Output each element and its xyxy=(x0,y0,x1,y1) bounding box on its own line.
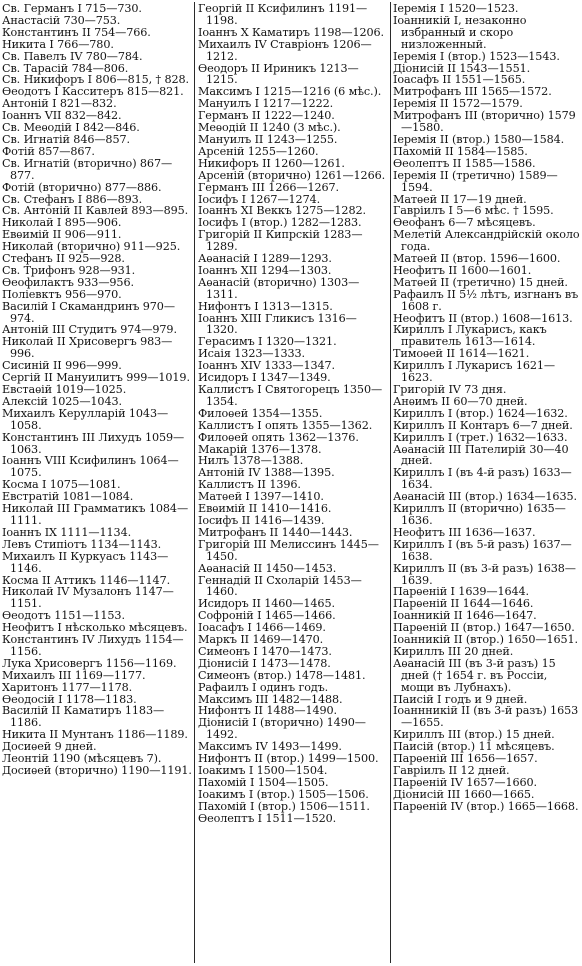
list-item: Іеремія I 1520—1523. xyxy=(393,3,519,15)
list-item: Неофитъ II (втор.) 1608—1613. xyxy=(393,311,573,325)
list-item: Рафаилъ II 5½ лѣтъ, изгнанъ въ 1608 г. xyxy=(393,287,579,313)
list-item: Іеремія I (втор.) 1523—1543. xyxy=(393,49,560,63)
list-item: Св. Германъ I 715—730. xyxy=(2,3,142,15)
list-item: Іосифъ II 1416—1439. xyxy=(198,513,325,527)
list-item: Никифоръ II 1260—1261. xyxy=(198,156,345,170)
list-item: Діонисій I (вторично) 1490—1492. xyxy=(198,716,366,742)
list-item: Св. Трифонъ 928—931. xyxy=(2,263,136,277)
list-item: Діонисій III 1660—1665. xyxy=(393,787,535,801)
list-item: Михаилъ IV Ставріонъ 1206—1212. xyxy=(198,37,372,63)
list-item: Досиѳей 9 дней. xyxy=(2,740,97,754)
list-item: Нилъ 1378—1388. xyxy=(198,454,304,468)
list-item: Никита I 766—780. xyxy=(2,37,114,51)
list-item: Николай III Грамматикъ 1084—1111. xyxy=(2,502,189,527)
list-item: Неофитъ I нѣсколько мѣсяцевъ. xyxy=(2,621,188,635)
list-item: Парѳеній II (втор.) 1647—1650. xyxy=(393,621,575,635)
list-item: Аѳанасій II 1450—1453. xyxy=(198,561,337,575)
list-item: Константинъ III Лихудъ 1059—1063. xyxy=(2,430,185,456)
column-3 xyxy=(393,3,580,963)
list-item: Кириллъ I (трет.) 1632—1633. xyxy=(393,430,568,444)
list-item: Тимоѳей II 1614—1621. xyxy=(393,347,530,361)
list-item: Гавріилъ I 5—6 мѣс. † 1595. xyxy=(393,204,554,218)
list-item: Василій II Каматиръ 1183—1186. xyxy=(2,704,165,730)
list-item: Исаія 1323—1333. xyxy=(198,347,305,361)
list-item: Іоаннъ IX 1111—1134. xyxy=(2,525,132,539)
list-item: Филоѳей опять 1362—1376. xyxy=(198,430,359,444)
list-item: Сисиній II 996—999. xyxy=(2,359,122,373)
list-item: Іосифъ I (втор.) 1282—1283. xyxy=(198,216,362,230)
list-item: Николай I 895—906. xyxy=(2,216,122,230)
list-item: Іоанникій I, незаконно избранный и скоро низложенный. xyxy=(393,13,527,51)
column-divider xyxy=(194,2,195,963)
list-item: Іеремія II (втор.) 1580—1584. xyxy=(393,132,565,146)
list-item: Іеремія II (третично) 1589—1594. xyxy=(393,168,558,194)
list-item: Іеремія II 1572—1579. xyxy=(393,97,523,111)
list-item: Исидоръ II 1460—1465. xyxy=(198,597,335,611)
list-item: Кириллъ I (втор.) 1624—1632. xyxy=(393,406,568,420)
list-item: Василій I Скамандринъ 970—974. xyxy=(2,299,175,325)
list-item: Кириллъ II Контаръ 6—7 дней. xyxy=(393,418,573,432)
list-item: Рафаилъ I одинъ годъ. xyxy=(198,680,329,694)
list-item: Фотій (вторично) 877—886. xyxy=(2,180,162,194)
list-item: Ѳеолептъ II 1585—1586. xyxy=(393,156,536,170)
list-item: Левъ Стипіотъ 1134—1143. xyxy=(2,537,162,551)
list-item: Симеонъ (втор.) 1478—1481. xyxy=(198,668,366,682)
list-item: Пахомій I (втор.) 1506—1511. xyxy=(198,799,370,813)
list-item: Кириллъ I (въ 5-й разъ) 1637—1638. xyxy=(393,537,572,563)
list-item: Іоаннъ VII 832—842. xyxy=(2,109,122,123)
list-item: Матѳей II 17—19 дней. xyxy=(393,192,527,206)
list-item: Іоасафъ II 1551—1565. xyxy=(393,73,526,87)
list-item: Св. Стефанъ I 886—893. xyxy=(2,192,143,206)
list-item: Кириллъ I Лукарисъ, какъ правитель 1613—1614. xyxy=(393,323,547,349)
list-item: Іоаннникій II (въ 3-й разъ) 1653—1655. xyxy=(393,704,579,730)
list-item: Геннадій II Схоларій 1453—1460. xyxy=(198,573,362,599)
list-item: Михаилъ Керулларій 1043—1058. xyxy=(2,406,169,432)
list-item: Максимъ III 1482—1488. xyxy=(198,692,343,706)
list-item: Нифонтъ II 1488—1490. xyxy=(198,704,338,718)
list-item: Каллистъ II 1396. xyxy=(198,478,301,492)
list-item: Матѳей II (третично) 15 дней. xyxy=(393,275,568,289)
list-item: Григорій IV 73 дня. xyxy=(393,383,507,396)
list-item: Мануилъ II 1243—1255. xyxy=(198,132,338,146)
list-item: Нифонтъ I 1313—1315. xyxy=(198,299,333,313)
list-item: Фотій 857—867. xyxy=(2,144,95,158)
list-item: Евѳимій II 1410—1416. xyxy=(198,502,332,516)
list-item: Іоаннъ XIV 1333—1347. xyxy=(198,359,336,373)
list-item: Григорій III Мелиссинъ 1445—1450. xyxy=(198,537,379,563)
list-item: Парѳеній I 1639—1644. xyxy=(393,585,529,599)
list-item: Іоакимъ I (втор.) 1505—1506. xyxy=(198,787,369,801)
list-item: Максимъ I 1215—1216 (6 мѣс.). xyxy=(198,85,382,99)
list-item: Григорій II Кипрскій 1283—1289. xyxy=(198,228,363,254)
list-item: Максимъ IV 1493—1499. xyxy=(198,740,342,754)
list-item: Митрофанъ II 1440—1443. xyxy=(198,525,353,539)
list-item: Маркъ II 1469—1470. xyxy=(198,633,324,647)
list-item: Евѳимій II 906—911. xyxy=(2,228,122,242)
list-item: Константинъ IV Лихудъ 1154—1156. xyxy=(2,633,184,658)
list-item: Михаилъ II Куркуасъ 1143—1146. xyxy=(2,549,169,575)
list-item: Лука Хрисовергъ 1156—1169. xyxy=(2,656,177,670)
list-item: Іоанникій II 1646—1647. xyxy=(393,609,537,623)
list-item: Николай II Хрисовергъ 983—996. xyxy=(2,335,173,361)
list-item: Св. Никифоръ I 806—815, † 828. xyxy=(2,73,190,87)
list-item: Парѳеній IV (втор.) 1665—1668. xyxy=(393,799,579,813)
list-item: Николай IV Музалонъ 1147—1151. xyxy=(2,585,174,611)
list-item: Меѳодій II 1240 (3 мѣс.). xyxy=(198,121,341,135)
column-divider xyxy=(390,2,391,963)
list-item: Антоній III Студитъ 974—979. xyxy=(2,323,177,337)
list-item: Кириллъ II (вторично) 1635—1636. xyxy=(393,502,566,527)
list-item: Матѳей I 1397—1410. xyxy=(198,490,324,504)
list-item: Антоній I 821—832. xyxy=(2,97,117,111)
list-item: Св. Игнатій (вторично) 867—877. xyxy=(2,156,173,182)
list-item: Св. Павелъ IV 780—784. xyxy=(2,49,143,63)
list-item: Ѳеолептъ I 1511—1520. xyxy=(198,811,337,825)
list-item: Германъ II 1222—1240. xyxy=(198,109,335,123)
list-item: Антоній IV 1388—1395. xyxy=(198,466,335,480)
list-item: Ѳеодотъ 1151—1153. xyxy=(2,609,125,623)
list-item: Леонтій 1190 (мѣсяцевъ 7). xyxy=(2,752,162,766)
list-item: Евстаѳій 1019—1025. xyxy=(2,383,127,396)
list-item: Ѳеодосій I 1178—1183. xyxy=(2,692,137,706)
list-item: Гавріилъ II 12 дней. xyxy=(393,764,510,777)
list-item: Николай (вторично) 911—925. xyxy=(2,240,181,254)
list-item: Парѳеній III 1656—1657. xyxy=(393,752,538,766)
list-item: Софроній I 1465—1466. xyxy=(198,609,336,623)
list-item: Арсеній 1255—1260. xyxy=(198,144,319,158)
list-item: Св. Антоній II Кавлей 893—895. xyxy=(2,204,189,218)
list-item: Ѳеодотъ I Касситеръ 815—821. xyxy=(2,85,184,99)
list-item: Св. Тарасій 784—806. xyxy=(2,61,129,75)
list-item: Аѳанасій III (въ 3-й разъ) 15 дней († 1654 г. въ Россіи, мощи въ Лубнахъ). xyxy=(393,656,556,694)
list-item: Іосифъ I 1267—1274. xyxy=(198,192,321,206)
list-item: Анѳимъ II 60—70 дней. xyxy=(393,394,528,408)
list-item: Кириллъ III (втор.) 15 дней. xyxy=(393,728,555,742)
list-item: Макарій 1376—1378. xyxy=(198,442,322,456)
list-item: Парѳеній II 1644—1646. xyxy=(393,597,534,611)
list-item: Харитонъ 1177—1178. xyxy=(2,680,133,694)
list-item: Михаилъ III 1169—1177. xyxy=(2,668,146,682)
list-item: Кириллъ I Лукарисъ 1621—1623. xyxy=(393,359,555,385)
list-item: Нифонтъ II (втор.) 1499—1500. xyxy=(198,752,379,766)
list-item: Каллистъ I Святогорецъ 1350—1354. xyxy=(198,383,383,408)
list-item: Георгій II Ксифилинъ 1191—1198. xyxy=(198,3,368,27)
list-item: Герасимъ I 1320—1321. xyxy=(198,335,337,349)
list-item: Неофитъ II 1600—1601. xyxy=(393,263,532,277)
column-1 xyxy=(2,3,192,963)
column-2 xyxy=(198,3,388,963)
list-item: Св. Меѳодій I 842—846. xyxy=(2,121,140,135)
list-item: Стефанъ II 925—928. xyxy=(2,252,125,266)
list-item: Пахомій I 1504—1505. xyxy=(198,775,329,789)
list-item: Константинъ II 754—766. xyxy=(2,25,151,39)
list-item: Аѳанасій III Пателирій 30—40 дней. xyxy=(393,442,569,468)
list-item: Косма I 1075—1081. xyxy=(2,478,121,492)
list-item: Поліевктъ 956—970. xyxy=(2,287,122,301)
list-item: Пахомій II 1584—1585. xyxy=(393,144,528,158)
list-item: Паисій I годъ и 9 дней. xyxy=(393,692,528,706)
list-item: Іоаннъ X Каматиръ 1198—1206. xyxy=(198,25,385,39)
list-item: Іоаннъ XI Веккъ 1275—1282. xyxy=(198,204,366,218)
list-item: Евстратій 1081—1084. xyxy=(2,490,134,504)
list-item: Ѳеофанъ 6—7 мѣсяцевъ. xyxy=(393,216,536,230)
list-item: Мануилъ I 1217—1222. xyxy=(198,97,334,111)
list-item: Іоакимъ I 1500—1504. xyxy=(198,764,328,777)
list-item: Неофитъ III 1636—1637. xyxy=(393,525,536,539)
list-item: Паисій (втор.) 11 мѣсяцевъ. xyxy=(393,740,555,754)
list-item: Косма II Аттикъ 1146—1147. xyxy=(2,573,171,587)
list-item: Св. Игнатій 846—857. xyxy=(2,132,130,146)
list-item: Анастасій 730—753. xyxy=(2,13,121,27)
list-item: Досиѳей (вторично) 1190—1191. xyxy=(2,764,192,777)
list-item: Іоаннъ VIII Ксифилинъ 1064—1075. xyxy=(2,454,179,480)
list-item: Арсеній (вторично) 1261—1266. xyxy=(198,168,386,182)
list-item: Германъ III 1266—1267. xyxy=(198,180,339,194)
list-item: Мелетій Александрійскій около года. xyxy=(393,228,580,254)
list-item: Ѳеофилактъ 933—956. xyxy=(2,275,134,289)
list-item: Аѳанасій (вторично) 1303—1311. xyxy=(198,275,360,301)
list-item: Іоаннъ XIII Гликисъ 1316—1320. xyxy=(198,311,357,337)
list-item: Іоанникій II (втор.) 1650—1651. xyxy=(393,633,578,647)
list-item: Кириллъ III 20 дней. xyxy=(393,644,514,658)
list-item: Ѳеодоръ II Ириникъ 1213—1215. xyxy=(198,61,359,87)
list-item: Никита II Мунтанъ 1186—1189. xyxy=(2,728,188,742)
list-item: Діонисій I 1473—1478. xyxy=(198,656,331,670)
list-item: Матѳей II (втор. 1596—1600. xyxy=(393,252,561,266)
list-item: Кириллъ II (въ 3-й разъ) 1638—1639. xyxy=(393,561,576,587)
list-item: Митрофанъ III (вторично) 1579—1580. xyxy=(393,109,576,135)
list-item: Іоасафъ I 1466—1469. xyxy=(198,621,326,635)
list-item: Филоѳей 1354—1355. xyxy=(198,406,323,420)
list-item: Парѳеній IV 1657—1660. xyxy=(393,775,537,789)
list-item: Митрофанъ III 1565—1572. xyxy=(393,85,552,99)
list-item: Кириллъ I (въ 4-й разъ) 1633—1634. xyxy=(393,466,572,492)
list-item: Алексій 1025—1043. xyxy=(2,394,122,408)
list-item: Исидоръ I 1347—1349. xyxy=(198,371,331,385)
list-item: Каллистъ I опять 1355—1362. xyxy=(198,418,373,432)
list-item: Сергій II Мануилитъ 999—1019. xyxy=(2,371,190,385)
list-item: Аѳанасій I 1289—1293. xyxy=(198,252,332,266)
list-item: Діонисій II 1543—1551. xyxy=(393,61,531,75)
list-item: Симеонъ I 1470—1473. xyxy=(198,644,332,658)
list-item: Іоаннъ XII 1294—1303. xyxy=(198,263,332,277)
list-item: Аѳанасій III (втор.) 1634—1635. xyxy=(393,490,577,504)
